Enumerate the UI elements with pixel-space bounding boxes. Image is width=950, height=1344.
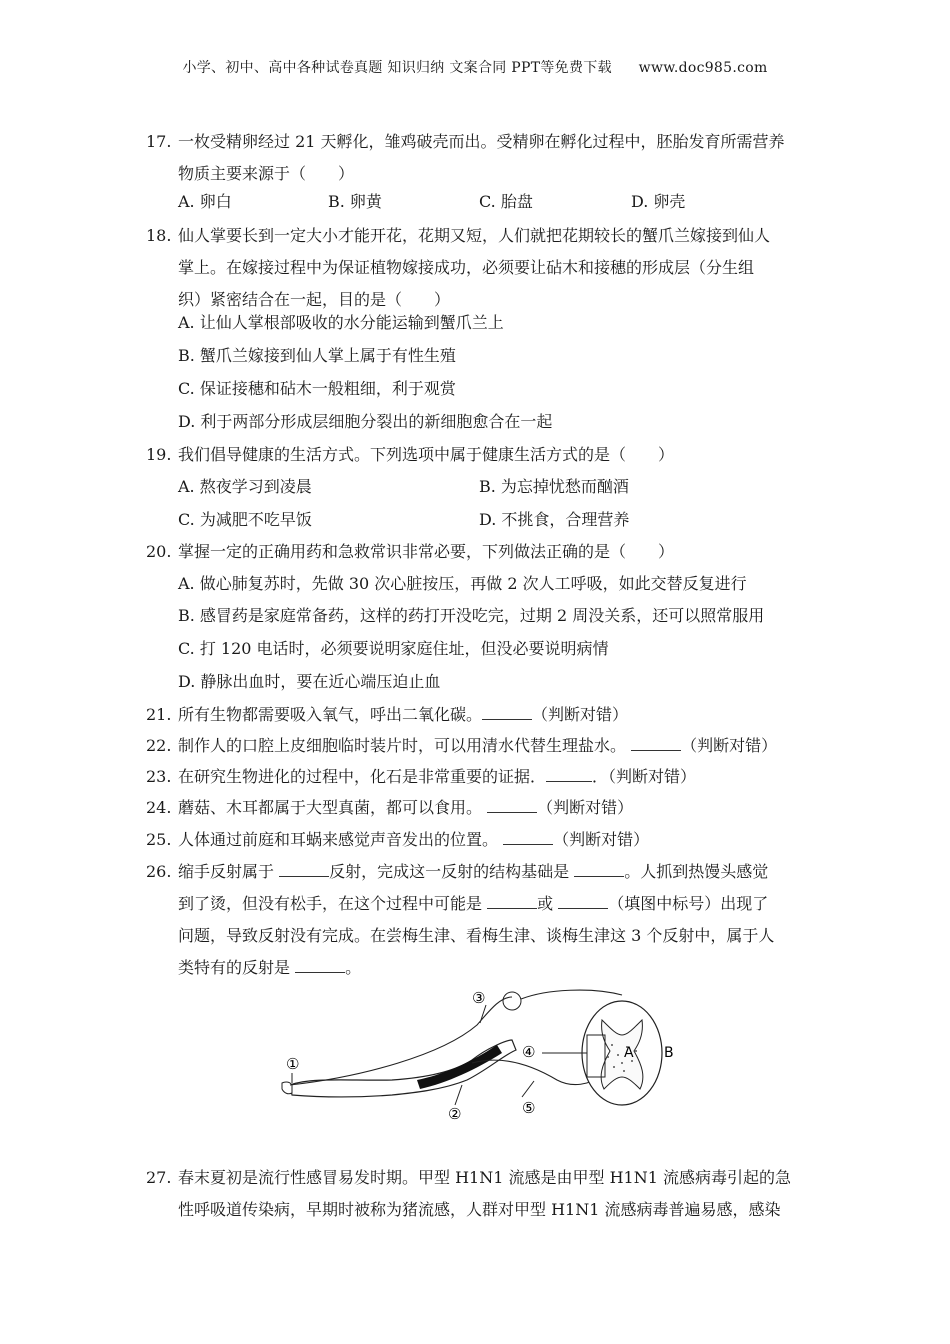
label-5: ⑤ <box>522 1099 536 1117</box>
answer-blank <box>503 830 553 845</box>
label-2: ② <box>448 1105 462 1123</box>
hand <box>282 1082 292 1094</box>
option-b: B. 卵黄 <box>328 192 382 211</box>
question-22 <box>146 736 816 756</box>
question-number: 22. <box>146 736 172 755</box>
answer-blank <box>631 736 681 751</box>
question-25 <box>146 830 816 850</box>
question-number: 20. <box>146 542 172 561</box>
page-header <box>0 57 950 77</box>
option-c: C. 胎盘 <box>479 192 533 211</box>
option-d: D. 不挑食，合理营养 <box>479 510 630 529</box>
question-20 <box>146 542 816 562</box>
ganglion <box>503 992 521 1010</box>
question-text: （填图中标号）出现了 <box>608 894 769 913</box>
question-number: 24. <box>146 798 172 817</box>
question-number: 23. <box>146 767 172 786</box>
question-23 <box>146 767 816 787</box>
question-number: 27. <box>146 1168 172 1187</box>
question-number: 19. <box>146 445 172 464</box>
question-text: 。 <box>345 958 362 977</box>
question-text: 缩手反射属于 <box>178 862 275 881</box>
answer-blank <box>295 958 345 973</box>
label-1: ① <box>286 1055 300 1073</box>
option-a: A. 让仙人掌根部吸收的水分能运输到蟹爪兰上 <box>178 313 504 332</box>
question-text: 在研究生物进化的过程中，化石是非常重要的证据． <box>178 767 547 786</box>
answer-blank <box>482 705 532 720</box>
question-19 <box>146 445 816 465</box>
question-27 <box>146 1168 816 1220</box>
question-number: 25. <box>146 830 172 849</box>
answer-blank <box>574 862 624 877</box>
header-site: www.doc985.com <box>638 60 768 76</box>
question-text: 物质主要来源于（ ） <box>178 164 355 183</box>
question-hint: （判断对错） <box>553 830 650 849</box>
question-text: 性呼吸道传染病，早期时被称为猪流感，人群对甲型 H1N1 流感病毒普遍易感，感染 <box>178 1200 781 1219</box>
answer-blank <box>546 767 592 782</box>
question-text: 类特有的反射是 <box>178 958 291 977</box>
question-text: 反射，完成这一反射的结构基础是 <box>329 862 570 881</box>
question-text: 问题，导致反射没有完成。在尝梅生津、看梅生津、谈梅生津这 3 个反射中，属于人 <box>178 926 775 945</box>
question-hint: （判断对错） <box>681 736 778 755</box>
option-a: A. 卵白 <box>178 192 232 211</box>
question-21 <box>146 705 816 725</box>
question-number: 26. <box>146 862 172 881</box>
question-text: 掌上。在嫁接过程中为保证植物嫁接成功，必须要让砧木和接穗的形成层（分生组 <box>178 258 755 277</box>
leader-line-3 <box>480 1005 486 1023</box>
question-number: 18. <box>146 226 172 245</box>
question-number: 21. <box>146 705 172 724</box>
answer-blank <box>487 894 537 909</box>
option-a: A. 做心肺复苏时，先做 30 次心脏按压，再做 2 次人工呼吸，如此交替反复进行 <box>178 574 747 593</box>
option-b: B. 为忘掉忧愁而酗酒 <box>479 477 629 496</box>
option-b: B. 蟹爪兰嫁接到仙人掌上属于有性生殖 <box>178 346 456 365</box>
option-c: C. 保证接穗和砧木一般粗细，利于观赏 <box>178 379 456 398</box>
question-text: 织）紧密结合在一起，目的是（ ） <box>178 290 451 309</box>
nerve-to-cord <box>521 990 622 999</box>
question-24 <box>146 798 816 818</box>
question-text: 或 <box>537 894 554 913</box>
question-text: 人体通过前庭和耳蜗来感觉声音发出的位置。 <box>178 830 499 849</box>
question-17 <box>146 132 816 184</box>
question-text: 一枚受精卵经过 21 天孵化，雏鸡破壳而出。受精卵在孵化过程中，胚胎发育所需营养 <box>178 132 785 151</box>
leader-line-2 <box>455 1085 462 1105</box>
question-text: 制作人的口腔上皮细胞临时装片时，可以用清水代替生理盐水。 <box>178 736 627 755</box>
question-text: 掌握一定的正确用药和急救常识非常必要，下列做法正确的是（ ） <box>178 542 675 561</box>
question-number: 17. <box>146 132 172 151</box>
question-text: 我们倡导健康的生活方式。下列选项中属于健康生活方式的是（ ） <box>178 445 675 464</box>
label-4: ④ <box>522 1043 536 1061</box>
header-text: 小学、初中、高中各种试卷真题 知识归纳 文案合同 PPT等免费下载 <box>182 60 612 76</box>
question-18 <box>146 226 816 310</box>
question-hint: （判断对错） <box>532 705 629 724</box>
reflex-arc-diagram <box>272 985 692 1135</box>
question-hint: ．（判断对错） <box>592 767 697 786</box>
option-d: D. 静脉出血时，要在近心端压迫止血 <box>178 672 441 691</box>
arm-outline <box>290 1040 516 1097</box>
question-26 <box>146 862 816 978</box>
question-text: 所有生物都需要吸入氧气，呼出二氧化碳。 <box>178 705 483 724</box>
answer-blank <box>487 798 537 813</box>
question-text: 到了烫，但没有松手，在这个过程中可能是 <box>178 894 483 913</box>
option-d: D. 利于两部分形成层细胞分裂出的新细胞愈合在一起 <box>178 412 553 431</box>
label-b: B <box>664 1045 674 1061</box>
question-text: 春末夏初是流行性感冒易发时期。甲型 H1N1 流感是由甲型 H1N1 流感病毒引起的急 <box>178 1168 791 1187</box>
answer-blank <box>279 862 329 877</box>
option-b: B. 感冒药是家庭常备药，这样的药打开没吃完，过期 2 周没关系，还可以照常服用 <box>178 606 765 625</box>
question-text: 仙人掌要长到一定大小才能开花，花期又短，人们就把花期较长的蟹爪兰嫁接到仙人 <box>178 226 771 245</box>
question-text: 蘑菇、木耳都属于大型真菌，都可以食用。 <box>178 798 483 817</box>
option-c: C. 为减肥不吃早饭 <box>178 510 312 529</box>
option-a: A. 熬夜学习到凌晨 <box>178 477 312 496</box>
answer-blank <box>558 894 608 909</box>
label-a: A <box>624 1045 634 1061</box>
label-3: ③ <box>472 989 486 1007</box>
option-d: D. 卵壳 <box>631 192 686 211</box>
question-hint: （判断对错） <box>537 798 634 817</box>
option-c: C. 打 120 电话时，必须要说明家庭住址，但没必要说明病情 <box>178 639 609 658</box>
question-text: 。人抓到热馒头感觉 <box>624 862 769 881</box>
leader-line-5 <box>522 1081 534 1097</box>
